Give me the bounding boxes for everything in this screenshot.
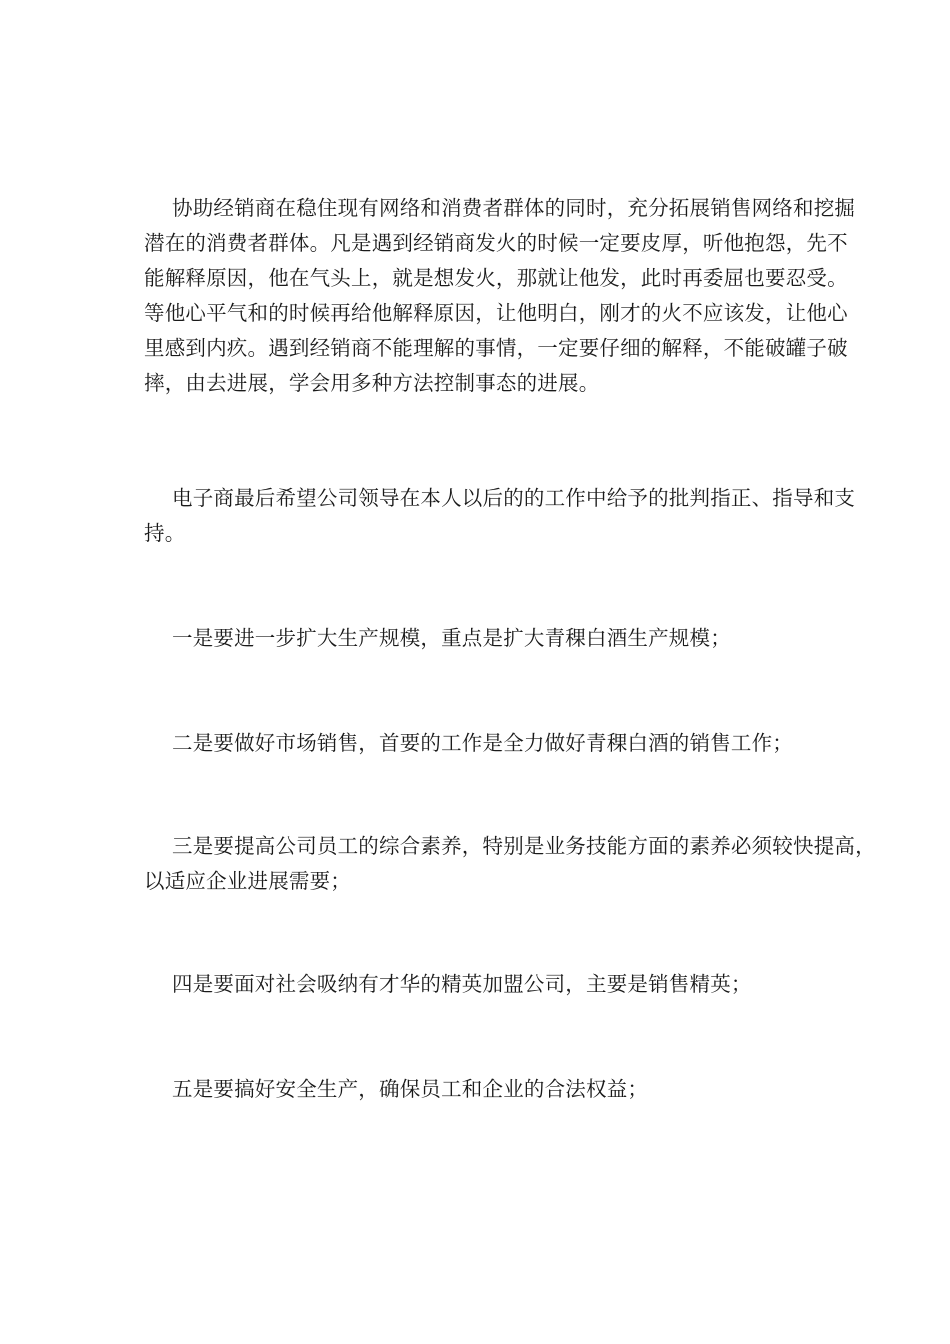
paragraph-3-line-1: 一是要进一步扩大生产规模，重点是扩大青稞白酒生产规模；: [172, 626, 731, 650]
paragraph-1-line-1: 协助经销商在稳住现有网络和消费者群体的同时，充分拓展销售网络和挖掘: [172, 196, 856, 220]
paragraph-1-line-4: 等他心平气和的时候再给他解释原因，让他明白，刚才的火不应该发，让他心: [144, 301, 848, 325]
paragraph-5-line-1: 三是要提高公司员工的综合素养，特别是业务技能方面的素养必须较快提高，: [172, 834, 876, 858]
paragraph-1-line-6: 摔，由去进展，学会用多种方法控制事态的进展。: [144, 371, 600, 395]
paragraph-5-line-2: 以适应企业进展需要；: [144, 869, 351, 893]
paragraph-4-line-1: 二是要做好市场销售，首要的工作是全力做好青稞白酒的销售工作；: [172, 731, 793, 755]
paragraph-2-line-2: 持。: [144, 521, 186, 545]
paragraph-1-line-5: 里感到内疚。遇到经销商不能理解的事情，一定要仔细的解释，不能破罐子破: [144, 336, 848, 360]
paragraph-6-line-1: 四是要面对社会吸纳有才华的精英加盟公司，主要是销售精英；: [172, 972, 752, 996]
paragraph-1-line-3: 能解释原因，他在气头上，就是想发火，那就让他发，此时再委屈也要忍受。: [144, 266, 848, 290]
paragraph-2-line-1: 电子商最后希望公司领导在本人以后的的工作中给予的批判指正、指导和支: [172, 486, 856, 510]
paragraph-7-line-1: 五是要搞好安全生产，确保员工和企业的合法权益；: [172, 1077, 649, 1101]
paragraph-1-line-2: 潜在的消费者群体。凡是遇到经销商发火的时候一定要皮厚，听他抱怨，先不: [144, 231, 848, 255]
